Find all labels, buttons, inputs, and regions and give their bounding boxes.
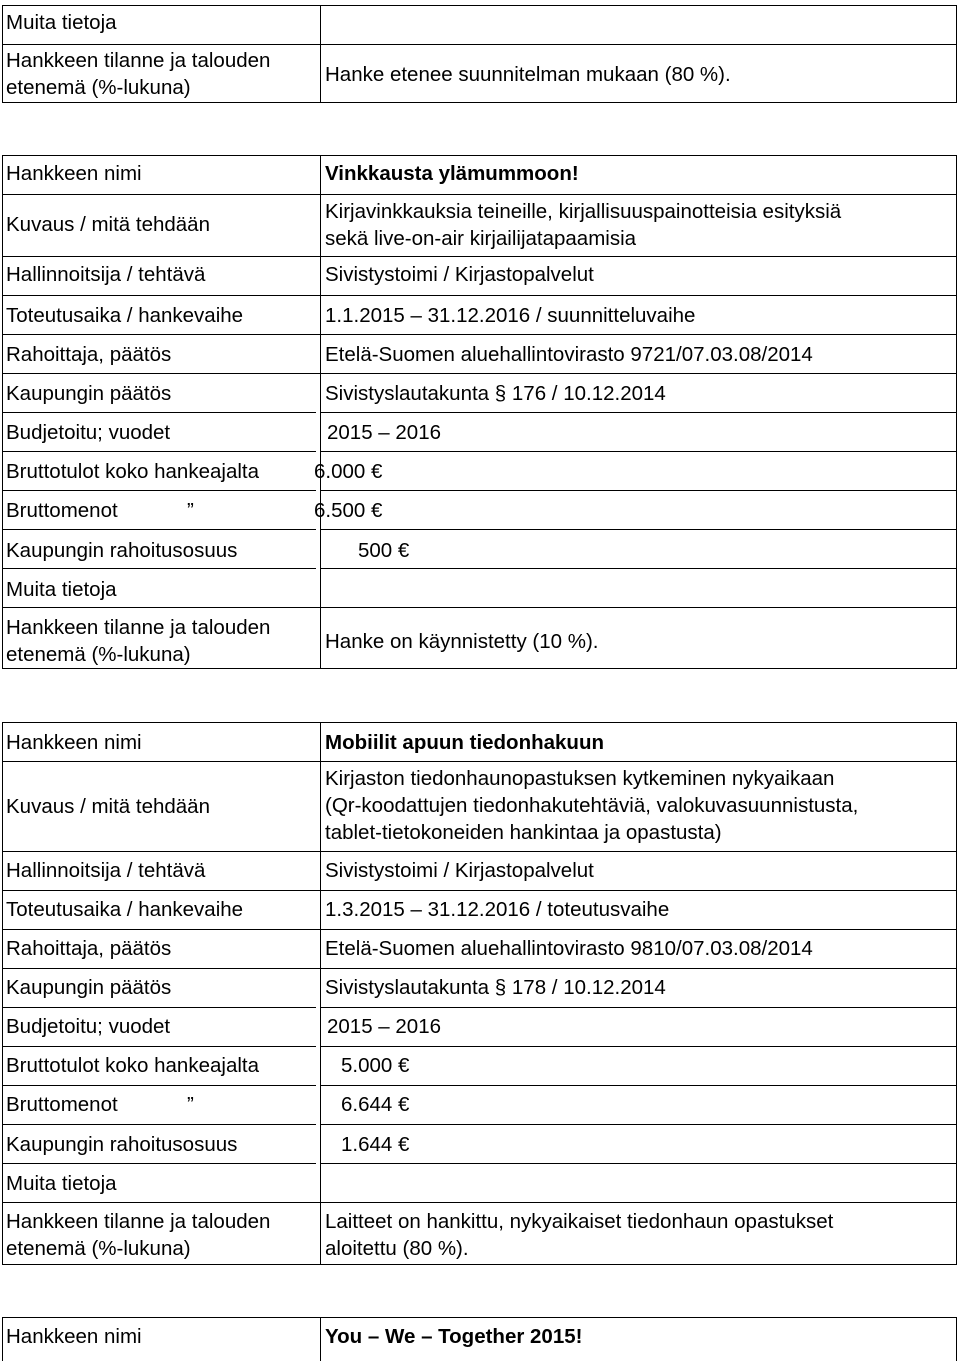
p1-gross-expenses-amount: 6.500: [314, 499, 366, 522]
p2-decision-body: Sivistyslautakunta: [325, 976, 490, 999]
row-divider: [3, 568, 956, 569]
p2-gross-expenses-value: [341, 1091, 409, 1118]
p1-funder-label: Rahoittaja, päätös: [6, 343, 172, 366]
p2-gross-income-amount: 5.000: [341, 1054, 393, 1077]
p2-city-decision-label: Kaupungin päätös: [6, 976, 172, 999]
p2-status-value-line1: Laitteet on hankittu, nykyaikaiset tiedonhaun opastukset: [325, 1210, 834, 1233]
p2-city-decision-value: [325, 974, 666, 1001]
column-divider: [320, 1318, 321, 1361]
row-divider: [3, 851, 956, 852]
row-divider: [3, 373, 956, 374]
p1-status-value: Hanke on käynnistetty (10 %).: [325, 630, 599, 653]
p2-desc-line3: tablet-tietokoneiden hankintaa ja opastusta): [325, 821, 722, 844]
p3-name-label: Hankkeen nimi: [6, 1325, 142, 1348]
euro-sign: €: [398, 1054, 410, 1077]
p2-city-share-value: [341, 1131, 409, 1158]
p1-gross-income-label: Bruttotulot koko hankeajalta: [6, 460, 259, 483]
row-divider: [3, 1124, 956, 1125]
p1-admin-value: Sivistystoimi / Kirjastopalvelut: [325, 263, 594, 286]
row-divider: [3, 529, 956, 530]
p1-city-decision-label: Kaupungin päätös: [6, 382, 172, 405]
p1-city-decision-value: [325, 380, 666, 407]
p2-funder-value: Etelä-Suomen aluehallintovirasto 9810/07.03.08/2014: [325, 937, 813, 960]
status-label-line2: etenemä (%-lukuna): [6, 76, 191, 99]
p2-name-value: Mobiilit apuun tiedonhakuun: [325, 731, 604, 754]
p1-desc-line2: sekä live-on-air kirjailijatapaamisia: [325, 227, 637, 250]
p2-other-info-label: Muita tietoja: [6, 1172, 117, 1195]
p2-gross-expenses-label: Bruttomenot: [6, 1093, 118, 1116]
ditto-mark: ”: [187, 499, 194, 522]
status-label-line1: Hankkeen tilanne ja talouden: [6, 49, 271, 72]
row-divider: [3, 929, 956, 930]
row-divider: [3, 256, 956, 257]
p1-admin-label: Hallinnoitsija / tehtävä: [6, 263, 206, 286]
p1-gross-expenses-label: Bruttomenot: [6, 499, 118, 522]
row-divider: [3, 412, 956, 413]
p2-desc-label: Kuvaus / mitä tehdään: [6, 795, 210, 818]
row-divider: [3, 451, 956, 452]
column-divider: [320, 723, 321, 1264]
row-divider: [3, 761, 956, 762]
p1-decision-body: Sivistyslautakunta: [325, 382, 490, 405]
p1-city-share-value: [358, 537, 409, 564]
row-divider: [3, 295, 956, 296]
p2-admin-value: Sivistystoimi / Kirjastopalvelut: [325, 859, 594, 882]
row-divider: [3, 334, 956, 335]
p2-budget-years-value: 2015 – 2016: [327, 1015, 442, 1038]
p1-gross-expenses-value: [314, 497, 382, 524]
row-divider: [3, 1202, 956, 1203]
p2-gross-income-label: Bruttotulot koko hankeajalta: [6, 1054, 259, 1077]
merged-rows-mask: [316, 1007, 320, 1200]
row-divider: [3, 607, 956, 608]
row-divider: [3, 890, 956, 891]
p2-desc-line1: Kirjaston tiedonhaunopastuksen kytkeminen nykyaikaan: [325, 767, 835, 790]
p2-time-value: 1.3.2015 – 31.12.2016 / toteutusvaihe: [325, 898, 670, 921]
top-status-value: Hanke etenee suunnitelman mukaan (80 %).: [325, 63, 731, 86]
p2-admin-label: Hallinnoitsija / tehtävä: [6, 859, 206, 882]
p2-gross-income-value: [341, 1052, 409, 1079]
p2-status-label-line1: Hankkeen tilanne ja talouden: [6, 1210, 271, 1233]
p1-name-label: Hankkeen nimi: [6, 162, 142, 185]
p1-decision-number: 176 / 10.12.2014: [511, 382, 666, 405]
p2-desc-line2: (Qr-koodattujen tiedonhakutehtäviä, valokuvasuunnistusta,: [325, 794, 859, 817]
p2-time-label: Toteutusaika / hankevaihe: [6, 898, 244, 921]
p1-status-label-line1: Hankkeen tilanne ja talouden: [6, 616, 271, 639]
ditto-mark: ”: [187, 1093, 194, 1116]
p2-city-share-amount: 1.644: [341, 1133, 393, 1156]
p2-city-share-label: Kaupungin rahoitusosuus: [6, 1133, 238, 1156]
euro-sign: €: [398, 1133, 410, 1156]
row-divider: [3, 1007, 956, 1008]
p1-budget-years-label: Budjetoitu; vuodet: [6, 421, 171, 444]
other-info-label: Muita tietoja: [6, 11, 117, 34]
p1-other-info-label: Muita tietoja: [6, 578, 117, 601]
p1-desc-line1: Kirjavinkkauksia teineille, kirjallisuuspainotteisia esityksiä: [325, 200, 842, 223]
p3-name-value: You – We – Together 2015!: [325, 1325, 583, 1348]
section-sign: §: [494, 382, 507, 405]
row-divider: [3, 194, 956, 195]
row-divider: [3, 1085, 956, 1086]
p2-budget-years-label: Budjetoitu; vuodet: [6, 1015, 171, 1038]
p1-status-label-line2: etenemä (%-lukuna): [6, 643, 191, 666]
p1-time-label: Toteutusaika / hankevaihe: [6, 304, 244, 327]
p1-budget-years-value: 2015 – 2016: [327, 421, 442, 444]
p1-name-value: Vinkkausta ylämummoon!: [325, 162, 579, 185]
column-divider: [320, 6, 321, 102]
p1-funder-value: Etelä-Suomen aluehallintovirasto 9721/07.03.08/2014: [325, 343, 813, 366]
row-divider: [3, 1046, 956, 1047]
euro-sign: €: [371, 460, 383, 483]
p1-time-value: 1.1.2015 – 31.12.2016 / suunnitteluvaihe: [325, 304, 696, 327]
p1-gross-income-amount: 6.000: [314, 460, 366, 483]
p2-status-label-line2: etenemä (%-lukuna): [6, 1237, 191, 1260]
p1-city-share-label: Kaupungin rahoitusosuus: [6, 539, 238, 562]
row-divider: [3, 1163, 956, 1164]
row-divider: [3, 44, 956, 45]
p2-name-label: Hankkeen nimi: [6, 731, 142, 754]
euro-sign: €: [371, 499, 383, 522]
p2-decision-number: 178 / 10.12.2014: [511, 976, 666, 999]
p1-gross-income-value: [314, 458, 382, 485]
euro-sign: €: [398, 1093, 410, 1116]
p1-desc-label: Kuvaus / mitä tehdään: [6, 213, 210, 236]
row-divider: [3, 490, 956, 491]
p2-status-value-line2: aloitettu (80 %).: [325, 1237, 469, 1260]
euro-sign: €: [397, 539, 410, 562]
p2-gross-expenses-amount: 6.644: [341, 1093, 393, 1116]
p2-funder-label: Rahoittaja, päätös: [6, 937, 172, 960]
row-divider: [3, 968, 956, 969]
section-sign: §: [494, 976, 507, 999]
p1-city-share-amount: 500: [358, 539, 393, 562]
